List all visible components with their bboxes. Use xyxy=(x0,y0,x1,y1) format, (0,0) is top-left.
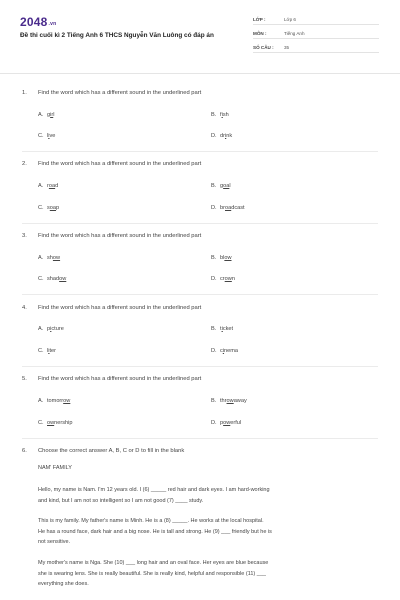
question-5: 5. Find the word which has a different sound in the underlined part xyxy=(22,376,202,382)
meta-label: SỐ CÂU : xyxy=(253,45,274,50)
question-divider xyxy=(22,366,378,367)
question-divider xyxy=(22,438,378,439)
header-divider xyxy=(0,73,400,74)
q2-option-b[interactable]: B. goal xyxy=(211,183,231,189)
question-1: 1. Find the word which has a different sound in the underlined part xyxy=(22,90,202,96)
q5-option-b[interactable]: B. throwaway xyxy=(211,398,247,404)
meta-value: 35 xyxy=(284,45,290,50)
site-logo[interactable]: 2048.vn xyxy=(20,15,57,29)
meta-value: Tiếng Anh xyxy=(284,31,305,36)
question-6: 6. Choose the correct answer A, B, C or D to fill in the blank xyxy=(22,448,185,454)
q5-option-c[interactable]: C. ownership xyxy=(38,420,73,426)
q3-option-a[interactable]: A. show xyxy=(38,255,61,261)
q5-option-d[interactable]: D. powerful xyxy=(211,420,242,426)
meta-label: MÔN : xyxy=(253,31,267,36)
passage-paragraph-3: My mother's name is Nga. She (10) ___ long hair and an oval face. Her eyes are blue because she is wearing lens. She is really beautiful. She is really kind, helpful and responsible (11) ___ everything she does. xyxy=(38,560,269,587)
question-4: 4. Find the word which has a different sound in the underlined part xyxy=(22,305,202,311)
meta-label: LỚP : xyxy=(253,17,266,22)
question-divider xyxy=(22,294,378,295)
meta-class xyxy=(253,15,379,25)
passage-paragraph-1: Hello, my name is Nam. I'm 12 years old. I (6) _____ red hair and dark eyes. I am hard-working and kind, but I am not so intelligent so I am not good (7) ____ study. xyxy=(38,487,270,504)
passage-paragraph-2: This is my family. My father's name is Minh. He is a (8) _____. He works at the local hospital. He has a round face, dark hair and a big nose. He is tall and strong. He (9) ___ friendly but he is not sensitive. xyxy=(38,518,272,545)
q3-option-d[interactable]: D. crown xyxy=(211,276,235,282)
q4-option-a[interactable]: A. picture xyxy=(38,326,64,332)
q3-option-b[interactable]: B. blow xyxy=(211,255,232,261)
q2-option-d[interactable]: D. broadcast xyxy=(211,205,245,211)
question-divider xyxy=(22,223,378,224)
q3-option-c[interactable]: C. shadow xyxy=(38,276,67,282)
q4-option-c[interactable]: C. liter xyxy=(38,348,57,354)
meta-count xyxy=(253,43,379,53)
page-title: Đề thi cuối kì 2 Tiếng Anh 6 THCS Nguyễn Văn Luông có đáp án xyxy=(20,32,214,39)
q5-option-a[interactable]: A. tomorrow xyxy=(38,398,71,404)
q2-option-a[interactable]: A. road xyxy=(38,183,59,189)
meta-subject xyxy=(253,29,379,39)
q1-option-a[interactable]: A. girl xyxy=(38,112,55,118)
meta-value: Lớp 6 xyxy=(284,17,296,22)
q1-option-d[interactable]: D. drink xyxy=(211,133,233,139)
question-3: 3. Find the word which has a different sound in the underlined part xyxy=(22,233,202,239)
q4-option-b[interactable]: B. ticket xyxy=(211,326,234,332)
q4-option-d[interactable]: D. cinema xyxy=(211,348,239,354)
q1-option-b[interactable]: B. fish xyxy=(211,112,229,118)
q2-option-c[interactable]: C. soap xyxy=(38,205,60,211)
page-header xyxy=(0,0,400,60)
passage-title: NAM' FAMILY xyxy=(38,465,72,471)
question-2: 2. Find the word which has a different sound in the underlined part xyxy=(22,161,202,167)
question-divider xyxy=(22,151,378,152)
q1-option-c[interactable]: C. live xyxy=(38,133,56,139)
